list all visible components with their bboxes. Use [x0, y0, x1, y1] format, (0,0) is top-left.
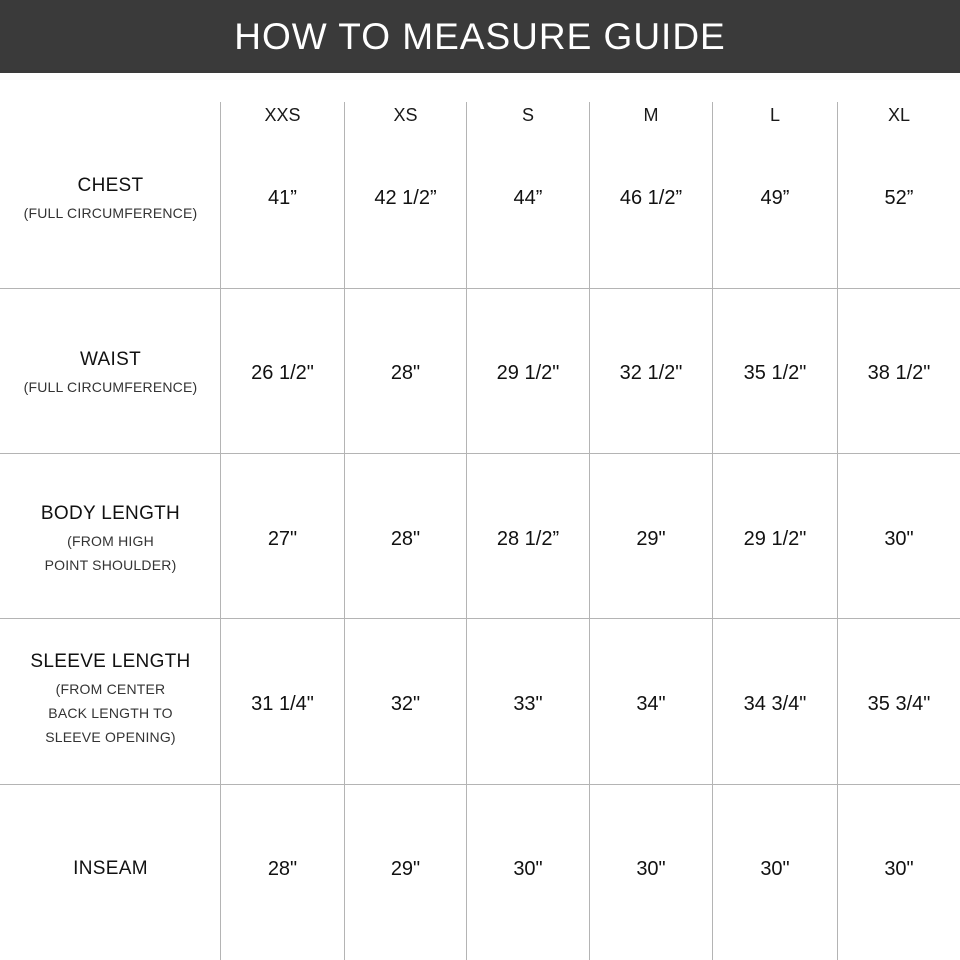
value-cell: 27"	[267, 527, 298, 550]
value-cell: 32 1/2"	[619, 361, 683, 384]
value-cell: 38 1/2"	[867, 361, 931, 384]
value-cell: 28"	[390, 527, 421, 550]
row-label-inseam	[0, 855, 221, 883]
value-cell: 28"	[390, 361, 421, 384]
value-cell: 30"	[636, 857, 666, 880]
measurement-note: (FROM CENTER BACK LENGTH TO SLEEVE OPENING)	[45, 681, 176, 745]
value-cell: 29"	[636, 527, 666, 550]
row-label-chest	[0, 150, 221, 250]
value-cell: 44”	[513, 186, 543, 209]
value-cell: 34"	[636, 692, 666, 715]
value-cell: 32"	[390, 692, 421, 715]
measurement-name: INSEAM	[73, 858, 148, 879]
size-header-xl: XL	[887, 104, 911, 125]
grid-line-horizontal	[0, 618, 960, 619]
value-cell: 28"	[267, 857, 298, 880]
grid-line-horizontal	[0, 288, 960, 289]
value-cell: 34 3/4"	[743, 692, 807, 715]
value-cell: 46 1/2”	[619, 186, 683, 209]
value-cell: 26 1/2"	[251, 361, 314, 384]
value-cell: 41”	[268, 186, 297, 209]
value-cell: 28 1/2”	[496, 527, 560, 550]
row-label-waist	[0, 324, 221, 424]
value-cell: 42 1/2”	[374, 186, 437, 209]
measurement-note: (FULL CIRCUMFERENCE)	[23, 205, 198, 221]
size-header-xs: XS	[393, 104, 418, 125]
measurement-name: BODY LENGTH	[40, 503, 181, 524]
size-header-s: S	[521, 104, 534, 125]
measurement-note: (FULL CIRCUMFERENCE)	[23, 379, 198, 395]
header-bar	[0, 0, 960, 73]
grid-line-horizontal	[0, 453, 960, 454]
page-title: HOW TO MEASURE GUIDE	[234, 15, 726, 57]
value-cell: 31 1/4"	[251, 692, 314, 715]
value-cell: 49”	[760, 186, 790, 209]
measurement-name: CHEST	[77, 175, 144, 196]
value-cell: 29 1/2"	[496, 361, 560, 384]
measurement-note: (FROM HIGH POINT SHOULDER)	[44, 533, 177, 573]
size-header-l: L	[769, 104, 780, 125]
value-cell: 35 3/4"	[867, 692, 931, 715]
value-cell: 52”	[884, 186, 914, 209]
value-cell: 30"	[760, 857, 790, 880]
row-label-body-length	[0, 490, 221, 590]
size-header-m: M	[643, 104, 659, 125]
grid-line-horizontal	[0, 784, 960, 785]
value-cell: 33"	[513, 692, 543, 715]
value-cell: 35 1/2"	[743, 361, 807, 384]
row-label-sleeve-length	[0, 640, 221, 760]
value-cell: 29"	[390, 857, 421, 880]
measurement-name: SLEEVE LENGTH	[30, 651, 191, 672]
measurement-name: WAIST	[80, 349, 141, 370]
value-cell: 30"	[884, 857, 914, 880]
value-cell: 30"	[884, 527, 914, 550]
value-cell: 29 1/2"	[743, 527, 807, 550]
value-cell: 30"	[513, 857, 543, 880]
size-header-xxs: XXS	[264, 104, 301, 125]
